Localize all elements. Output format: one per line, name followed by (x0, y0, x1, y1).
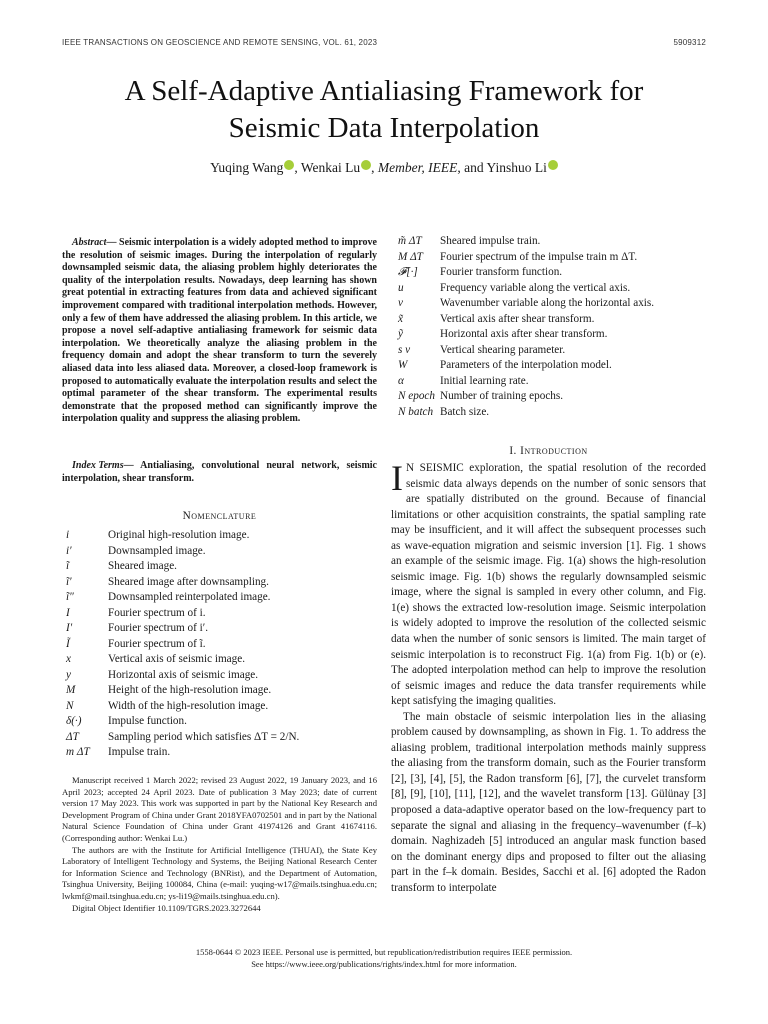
nomenclature-row (66, 575, 377, 591)
nomenclature-definition: Vertical axis of seismic image. (108, 653, 246, 665)
nomenclature-row (398, 405, 706, 421)
dropcap: I (391, 458, 403, 498)
nomenclature-definition: Batch size. (440, 405, 490, 418)
nomenclature-row (66, 528, 377, 544)
nomenclature-symbol: W (398, 359, 408, 371)
nomenclature-definition: Fourier spectrum of ĩ. (108, 637, 206, 650)
nomenclature-symbol: ĩ″ (66, 591, 74, 603)
nomenclature-row (398, 327, 706, 343)
nomenclature-row (66, 606, 377, 622)
paper-title-line2: Seismic Data Interpolation (228, 112, 540, 144)
nomenclature-definition: Sheared image after downsampling. (108, 575, 269, 588)
nomenclature-symbol: α (398, 374, 404, 387)
nomenclature-symbol: Ĩ (66, 637, 70, 650)
nomenclature-symbol: 𝓕[·] (398, 266, 418, 278)
nomenclature-row (398, 296, 706, 312)
nomenclature-row (66, 637, 377, 653)
author-name: Wenkai Lu (300, 160, 361, 175)
nomenclature-definition: Impulse train. (108, 746, 171, 758)
intro-paragraph-1 (391, 458, 706, 710)
nomenclature-definition: Sampling period which satisfies ΔT = 2/N. (108, 730, 300, 743)
nomenclature-row (398, 374, 706, 390)
footnote-doi: Digital Object Identifier 10.1109/TGRS.2023.3272644 (72, 902, 261, 913)
nomenclature-definition: Impulse function. (108, 715, 187, 727)
nomenclature-definition: Parameters of the interpolation model. (440, 359, 612, 371)
article-number: 5909312 (673, 38, 706, 47)
nomenclature-row (66, 699, 377, 715)
nomenclature-row (398, 343, 706, 359)
nomenclature-symbol: M ΔT (398, 250, 423, 263)
nomenclature-symbol: δ(·) (66, 715, 82, 727)
nomenclature-definition: Downsampled reinterpolated image. (108, 591, 271, 603)
nomenclature-symbol: m ΔT (66, 746, 90, 758)
nomenclature-definition: Frequency variable along the vertical axis. (440, 281, 631, 294)
nomenclature-symbol: x (66, 653, 71, 665)
nomenclature-definition: Vertical shearing parameter. (440, 343, 566, 356)
orcid-icon[interactable] (361, 160, 371, 170)
nomenclature-definition: Fourier spectrum of i. (108, 606, 206, 619)
nomenclature-definition: Fourier transform function. (440, 266, 563, 278)
nomenclature-row (398, 312, 706, 328)
nomenclature-definition: Number of training epochs. (440, 390, 564, 402)
running-header-journal: IEEE TRANSACTIONS ON GEOSCIENCE AND REMOTE SENSING, VOL. 61, 2023 (62, 38, 378, 47)
nomenclature-symbol: M (66, 684, 76, 696)
nomenclature-symbol: N batch (398, 405, 434, 418)
author-name: Yuqing Wang (210, 160, 284, 175)
nomenclature-definition: Fourier spectrum of i′. (108, 622, 209, 634)
nomenclature-row (66, 559, 377, 575)
nomenclature-row (398, 250, 706, 266)
nomenclature-definition: Wavenumber variable along the horizontal axis. (440, 297, 655, 309)
nomenclature-symbol: N (66, 699, 74, 712)
nomenclature-definition: Vertical axis after shear transform. (440, 312, 595, 325)
index-terms-text: — Antialiasing, convolutional neural network, seismic interpolation, shear transform. (62, 460, 377, 484)
nomenclature-symbol: x̃ (398, 312, 403, 325)
nomenclature-definition: Width of the high-resolution image. (108, 699, 269, 712)
orcid-icon[interactable] (284, 160, 294, 170)
nomenclature-definition: Original high-resolution image. (108, 529, 250, 541)
nomenclature-definition: Downsampled image. (108, 544, 206, 557)
nomenclature-row (398, 265, 706, 281)
nomenclature-row (398, 234, 706, 250)
abstract-text: — Seismic interpolation is a widely adopted method to improve the resolution of seismic images. During the interpolation of regularly downsampled seismic data, the aliasing problem highly deteriorates the quality of the interpolation results. Nowadays, deep learning has shown great potential in extracting features from data and achieved significant improvement compared with traditional interpolation methods. However, only a few of them have addressed the aliasing problem. In this article, we propose a novel self-adaptive antialiasing framework for seismic data interpolation. We theoretically analyze the aliasing problem in the frequency domain and adopt the shear transform to turn the severely aliased data into less aliased data. Moreover, a closed-loop framework is proposed to automatically evaluate the interpolation results and select the optimal parameter of the shear transform. The experimental results demonstrate that the proposed method can significantly improve the interpolation quality and suppress the aliasing problem. (62, 237, 377, 425)
nomenclature-row (66, 621, 377, 637)
nomenclature-row (66, 544, 377, 560)
nomenclature-symbol: i′ (66, 544, 72, 557)
nomenclature-row (398, 358, 706, 374)
nomenclature-row (66, 590, 377, 606)
nomenclature-definition: Height of the high-resolution image. (108, 684, 272, 696)
author-list: Yuqing Wang , Wenkai Lu , Member, IEEE, and Yinshuo Li (0, 160, 768, 176)
nomenclature-symbol: ĩ′ (66, 575, 72, 588)
author-separator: , and (457, 160, 487, 175)
nomenclature-symbol: ĩ (66, 560, 70, 572)
nomenclature-definition: Sheared impulse train. (440, 235, 541, 247)
nomenclature-symbol: I′ (66, 622, 73, 634)
nomenclature-heading: Nomenclature (182, 510, 257, 522)
nomenclature-symbol: s v (398, 343, 411, 356)
nomenclature-row (66, 652, 377, 668)
nomenclature-symbol: v (398, 297, 403, 309)
abstract-label: Abstract (72, 237, 107, 248)
nomenclature-row (66, 730, 377, 746)
nomenclature-symbol: i (66, 529, 70, 541)
nomenclature-symbol: y (66, 668, 71, 681)
index-terms (62, 460, 377, 485)
footnote-manuscript: Manuscript received 1 March 2022; revised 23 August 2022, 19 January 2023, and 16 April 2023; accepted 24 April 2023. Date of publication 3 May 2023; date of current version 17 May 2023. This work was supported in part by the National Key Research and Development Program of China under Grant 2018YFA0702501 and in part by the National Natural Science Foundation of China under Grant 41974126 and Grant 41674116. (Corresponding author: Wenkai Lu.) (62, 775, 377, 843)
nomenclature-symbol: N epoch (398, 390, 435, 402)
author-membership: Member, IEEE (377, 160, 458, 175)
nomenclature-row (66, 683, 377, 699)
nomenclature-row (66, 714, 377, 730)
nomenclature-symbol: ΔT (66, 730, 79, 743)
nomenclature-definition: Horizontal axis of seismic image. (108, 668, 259, 681)
nomenclature-definition: Initial learning rate. (440, 374, 529, 387)
nomenclature-row (66, 668, 377, 684)
introduction-body (391, 458, 706, 896)
section-heading-introduction: I. Introduction (509, 445, 588, 457)
abstract (62, 237, 377, 426)
footnote (62, 775, 377, 914)
intro-paragraph-1-text: N SEISMIC exploration, the spatial resolution of the recorded seismic data always depends on the number of sonic sensors that are spatially distributed on the ground. Because of financial limitations or other acquisition constraints, the spatial sampling rate may be insufficient, and it will affect the subsequent processes such as wave-equation migration and seismic inversion [1]. Fig. 1 shows an example of the seismic image. Fig. 1(a) shows the high-resolution seismic image. Fig. 1(b) shows the regularly downsampled seismic image, where the signal is sampled in every other column, and Fig. 1(e) shows the extracted low-resolution image. Seismic interpolation is widely adopted to improve the resolution of the collected seismic data when the number of sonic sensors is limited. The main target of seismic interpolation is to reconstruct Fig. 1(a) from Fig. 1(b) or (e). The adopted interpolation method can help to improve the resolution of seismic images and reduce the data transfer requirements while kept satisfying the imaging qualities. (391, 462, 706, 708)
copyright-line-2: See https://www.ieee.org/publications/rights/index.html for more information. (251, 959, 517, 969)
nomenclature-symbol: ỹ (398, 328, 403, 340)
nomenclature-symbol: m̃ ΔT (398, 235, 422, 247)
nomenclature-list-right (398, 234, 706, 420)
nomenclature-definition: Fourier spectrum of the impulse train m ΔT. (440, 250, 638, 263)
nomenclature-row (398, 389, 706, 405)
orcid-icon[interactable] (548, 160, 558, 170)
copyright-notice (0, 946, 768, 970)
paper-title-line1: A Self-Adaptive Antialiasing Framework for (124, 75, 644, 107)
nomenclature-row (398, 281, 706, 297)
copyright-line-1: 1558-0644 © 2023 IEEE. Personal use is permitted, but republication/redistribution requires IEEE permission. (195, 947, 573, 957)
nomenclature-row (66, 745, 377, 761)
index-terms-label: Index Terms (72, 460, 124, 471)
footnote-affiliations: The authors are with the Institute for Artificial Intelligence (THUAI), the State Key Laboratory of Intelligent Technology and Systems, the Beijing National Research Center for Information Science and Technology (BNRist), and the Department of Automation, Tsinghua University, Beijing 100084, China (e-mail: yuqing-w17@mails.tsinghua.edu.cn; lwkmf@mail.tsinghua.edu.cn; ys-li19@mails.tsinghua.edu.cn). (62, 844, 377, 901)
nomenclature-definition: Sheared image. (108, 560, 177, 572)
nomenclature-definition: Horizontal axis after shear transform. (440, 328, 608, 340)
nomenclature-symbol: I (66, 606, 70, 619)
intro-paragraph-2: The main obstacle of seismic interpolation lies in the aliasing problem caused by downsampling, as shown in Fig. 1. To address the aliasing problem, traditional interpolation methods mainly suppress the aliasing from the transform domain, such as the Fourier transform [2], [3], [4], [5], the Radon transform [6], [7], the curvelet transform [8], [9], [10], [11], [12], and the wavelet transform [13]. Gülünay [3] proposed a data-adaptive operator based on the low-frequency part to separate the signal and aliasing in the frequency–wavenumber (f–k) domain. Naghizadeh [5] introduced an angular mask function based on the dominant energy dips and proposed to filter out the aliasing part in the f–k domain. Besides, Sacchi et al. [6] adopted the Radon transform to interpolate (391, 710, 706, 894)
nomenclature-list-left (66, 528, 377, 761)
author-name: Yinshuo Li (486, 160, 547, 175)
nomenclature-symbol: u (398, 281, 404, 294)
